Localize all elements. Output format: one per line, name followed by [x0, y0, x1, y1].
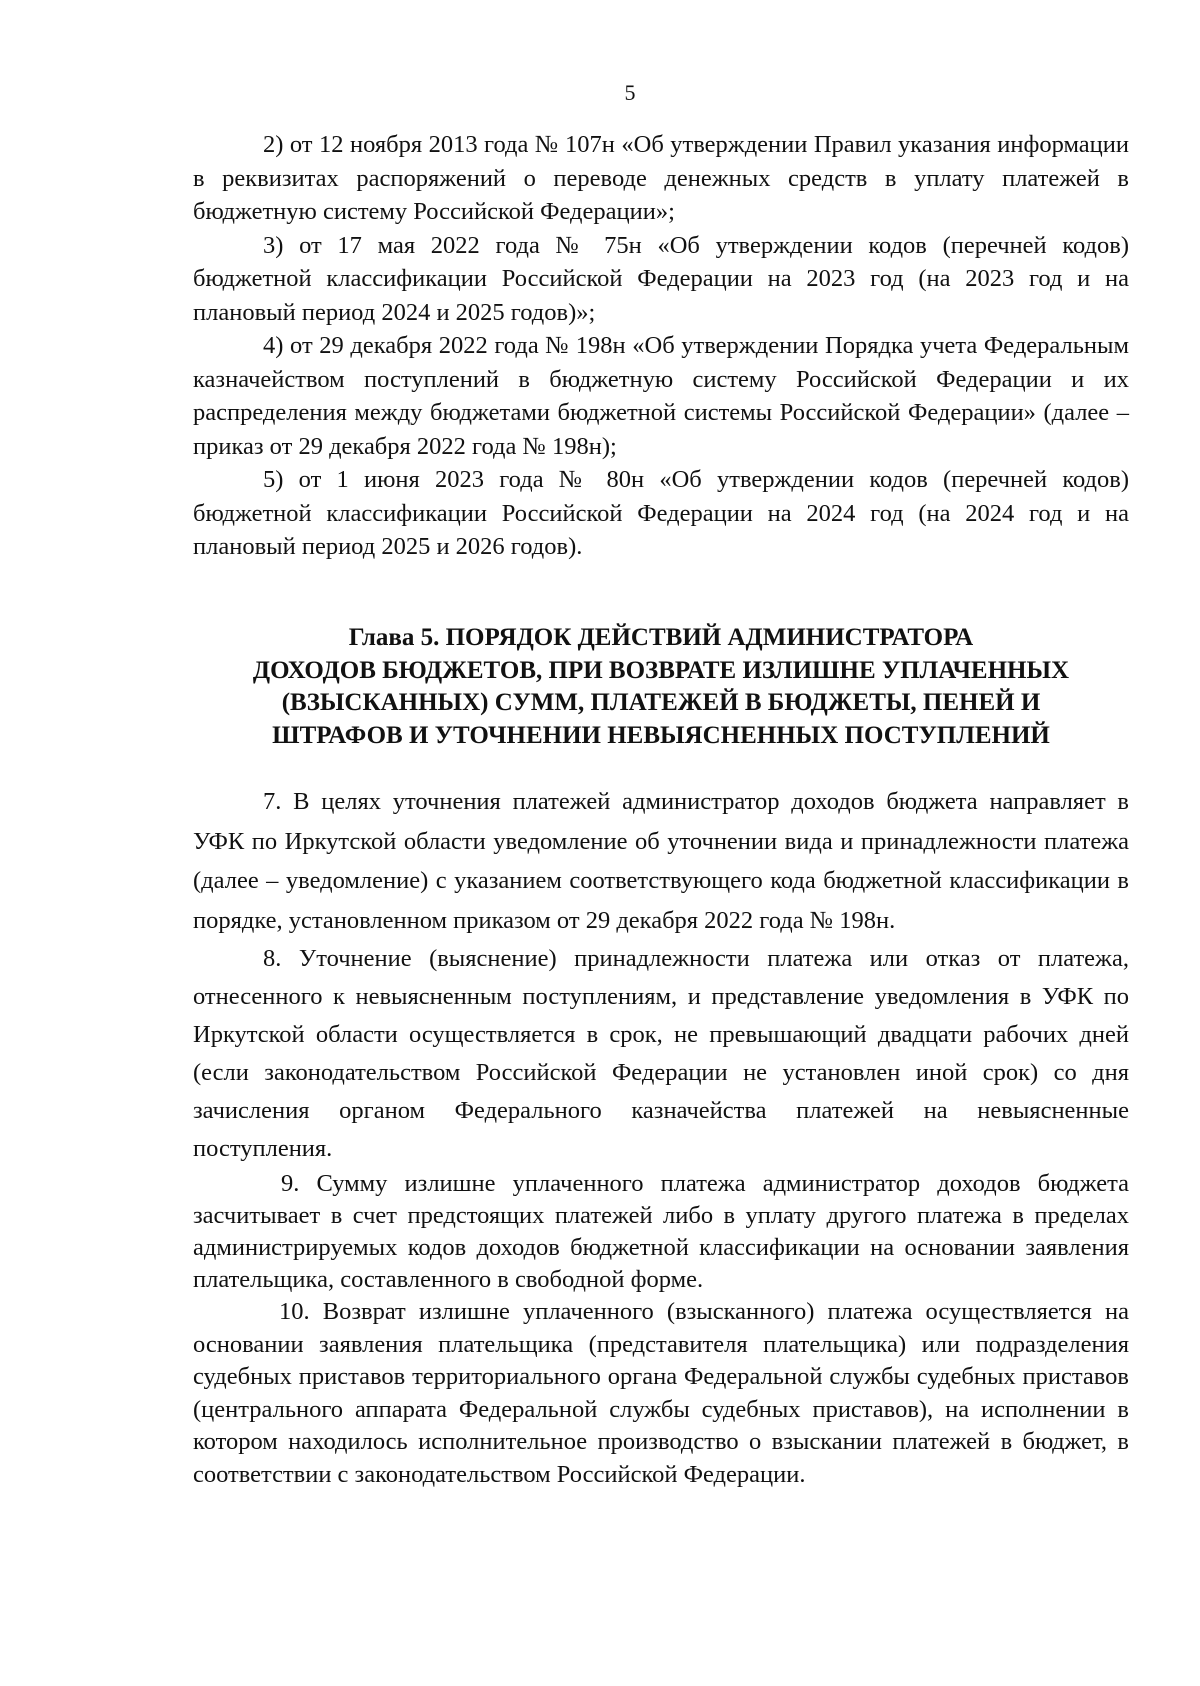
top-list — [193, 128, 1129, 564]
paragraph-7: 7. В целях уточнения платежей администратор доходов бюджета направляет в УФК по Иркутской области уведомление об уточнении вида и принадлежности платежа (далее – уведомление) с указанием соответствующего кода бюджетной классификации в порядке, установленном приказом от 29 декабря 2022 года № 198н. — [193, 788, 1129, 934]
page-number: 5 — [624, 80, 636, 105]
chapter-title-line-4: ШТРАФОВ И УТОЧНЕНИИ НЕВЫЯСНЕННЫХ ПОСТУПЛЕНИЙ — [272, 721, 1050, 749]
paragraph-9: 9. Сумму излишне уплаченного платежа администратор доходов бюджета засчитывает в счет предстоящих платежей либо в уплату другого платежа в пределах администрируемых кодов доходов бюджетной классификации на основании заявления плательщика, составленного в свободной форме. — [193, 1170, 1129, 1293]
chapter-title-line-1: Глава 5. ПОРЯДОК ДЕЙСТВИЙ АДМИНИСТРАТОРА — [348, 624, 974, 651]
list-item-3: 3) от 17 мая 2022 года № 75н «Об утверждении кодов (перечней кодов) бюджетной классификации Российской Федерации на 2023 год (на 2023 год и на плановый период 2024 и 2025 годов)»; — [193, 231, 1129, 326]
chapter-title — [193, 622, 1129, 752]
paragraph-10: 10. Возврат излишне уплаченного (взысканного) платежа осуществляется на основании заявления плательщика (представителя плательщика) или подразделения судебных приставов территориального органа Федеральной службы судебных приставов (центрального аппарата Федеральной службы судебных приставов), на исполнении в котором находилось исполнительное производство о взыскании платежей в бюджет, в соответствии с законодательством Российской Федерации. — [193, 1298, 1129, 1488]
list-item-5: 5) от 1 июня 2023 года № 80н «Об утверждении кодов (перечней кодов) бюджетной классификации Российской Федерации на 2024 год (на 2024 год и на плановый период 2025 и 2026 годов). — [193, 466, 1129, 560]
chapter-body — [193, 782, 1129, 1491]
paragraph-8: 8. Уточнение (выяснение) принадлежности платежа или отказ от платежа, отнесенного к невыясненным поступлениям, и представление уведомления в УФК по Иркутской области осуществляется в срок, не превышающий двадцати рабочих дней (если законодательством Российской Федерации не установлен иной срок) со дня зачисления органом Федерального казначейства платежей на невыясненные поступления. — [193, 945, 1129, 1162]
chapter-title-line-2: ДОХОДОВ БЮДЖЕТОВ, ПРИ ВОЗВРАТЕ ИЗЛИШНЕ УПЛАЧЕННЫХ — [252, 656, 1070, 684]
chapter-title-line-3: (ВЗЫСКАННЫХ) СУММ, ПЛАТЕЖЕЙ В БЮДЖЕТЫ, ПЕНЕЙ И — [281, 689, 1041, 716]
list-item-2: 2) от 12 ноября 2013 года № 107н «Об утверждении Правил указания информации в реквизитах распоряжений о переводе денежных средств в уплату платежей в бюджетную систему Российской Федерации»; — [193, 131, 1129, 225]
list-item-4: 4) от 29 декабря 2022 года № 198н «Об утверждении Порядка учета Федеральным казначейством поступлений в бюджетную систему Российской Федерации и их распределения между бюджетами бюджетной системы Российской Федерации» (далее – приказ от 29 декабря 2022 года № 198н); — [193, 332, 1129, 460]
